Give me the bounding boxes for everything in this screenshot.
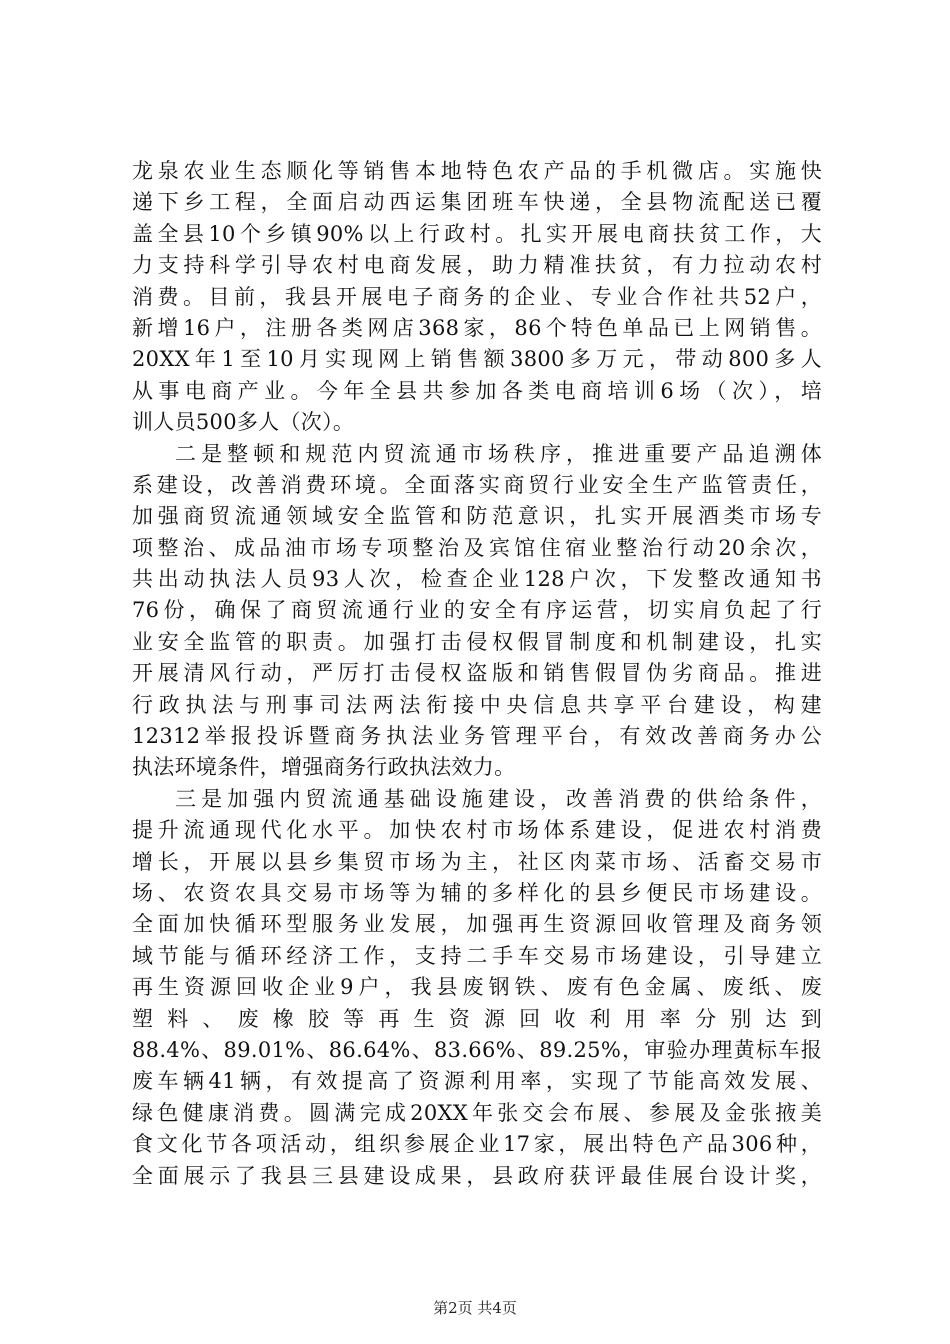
- paragraph-start-line: 二是整顿和规范内贸流通市场秩序，推进重要产品追溯体: [175, 441, 822, 466]
- text-line: 12312举报投诉暨商务执法业务管理平台，有效改善商务办公: [132, 724, 822, 749]
- text-line: 力支持科学引导农村电商发展，助力精准扶贫，有力拉动农村: [132, 253, 822, 278]
- text-line: 食文化节各项活动，组织参展企业17家，展出特色产品306种，: [132, 1132, 822, 1157]
- text-line: 20XX年1至10月实现网上销售额3800多万元，带动800多人: [132, 347, 822, 372]
- text-line: 全面加快循环型服务业发展，加强再生资源回收管理及商务领: [132, 912, 822, 937]
- text-line: 执法环境条件，增强商务行政执法效力。: [132, 755, 516, 780]
- page-footer: [0, 1298, 950, 1318]
- text-line: 全面展示了我县三县建设成果，县政府获评最佳展台设计奖，: [132, 1163, 822, 1188]
- text-line: 废车辆41辆，有效提高了资源利用率，实现了节能高效发展、: [132, 1069, 822, 1094]
- text-line: 76份，确保了商贸流通行业的安全有序运营，切实肩负起了行: [132, 598, 822, 623]
- text-line: 从事电商产业。今年全县共参加各类电商培训6场（次），培: [132, 378, 822, 403]
- body-text: [132, 156, 822, 1192]
- text-line: 系建设，改善消费环境。全面落实商贸行业安全生产监管责任，: [132, 472, 822, 497]
- text-line: 龙泉农业生态顺化等销售本地特色农产品的手机微店。实施快: [132, 159, 822, 183]
- text-line: 加强商贸流通领域安全监管和防范意识，扎实开展酒类市场专: [132, 504, 822, 529]
- text-line: 开展清风行动，严厉打击侵权盗版和销售假冒伪劣商品。推进: [132, 661, 822, 686]
- paragraph-start-line: 三是加强内贸流通基础设施建设，改善消费的供给条件，: [175, 786, 822, 811]
- text-line: 提升流通现代化水平。加快农村市场体系建设，促进农村消费: [132, 818, 822, 843]
- text-line: 递下乡工程，全面启动西运集团班车快递，全县物流配送已覆: [132, 190, 822, 215]
- page-indicator: 第2页 共4页: [433, 1299, 517, 1317]
- text-line: 项整治、成品油市场专项整治及宾馆住宿业整治行动20余次，: [132, 535, 822, 560]
- text-line: 行政执法与刑事司法两法衔接中央信息共享平台建设，构建: [132, 692, 822, 717]
- text-line: 场、农资农具交易市场等为辅的多样化的县乡便民市场建设。: [132, 880, 822, 905]
- text-line: 业安全监管的职责。加强打击侵权假冒制度和机制建设，扎实: [132, 629, 822, 654]
- text-line: 共出动执法人员93人次，检查企业128户次，下发整改通知书: [132, 567, 822, 592]
- text-line: 增长，开展以县乡集贸市场为主，社区肉菜市场、活畜交易市: [132, 849, 822, 874]
- text-line: 消费。目前，我县开展电子商务的企业、专业合作社共52户，: [132, 284, 822, 309]
- text-line: 塑料、废橡胶等再生资源回收利用率分别达到: [132, 1006, 822, 1031]
- text-line: 再生资源回收企业9户，我县废钢铁、废有色金属、废纸、废: [132, 975, 822, 1000]
- text-line: 新增16户，注册各类网店368家，86个特色单品已上网销售。: [132, 315, 822, 340]
- text-line: 88.4%、89.01%、86.64%、83.66%、89.25%，审验办理黄标车报: [132, 1037, 822, 1062]
- text-line: 域节能与循环经济工作，支持二手车交易市场建设，引导建立: [132, 943, 822, 968]
- text-line: 绿色健康消费。圆满完成20XX年张交会布展、参展及金张掖美: [132, 1100, 822, 1125]
- text-line: 训人员500多人（次）。: [132, 410, 355, 435]
- text-line: 盖全县10个乡镇90%以上行政村。扎实开展电商扶贫工作，大: [132, 221, 822, 246]
